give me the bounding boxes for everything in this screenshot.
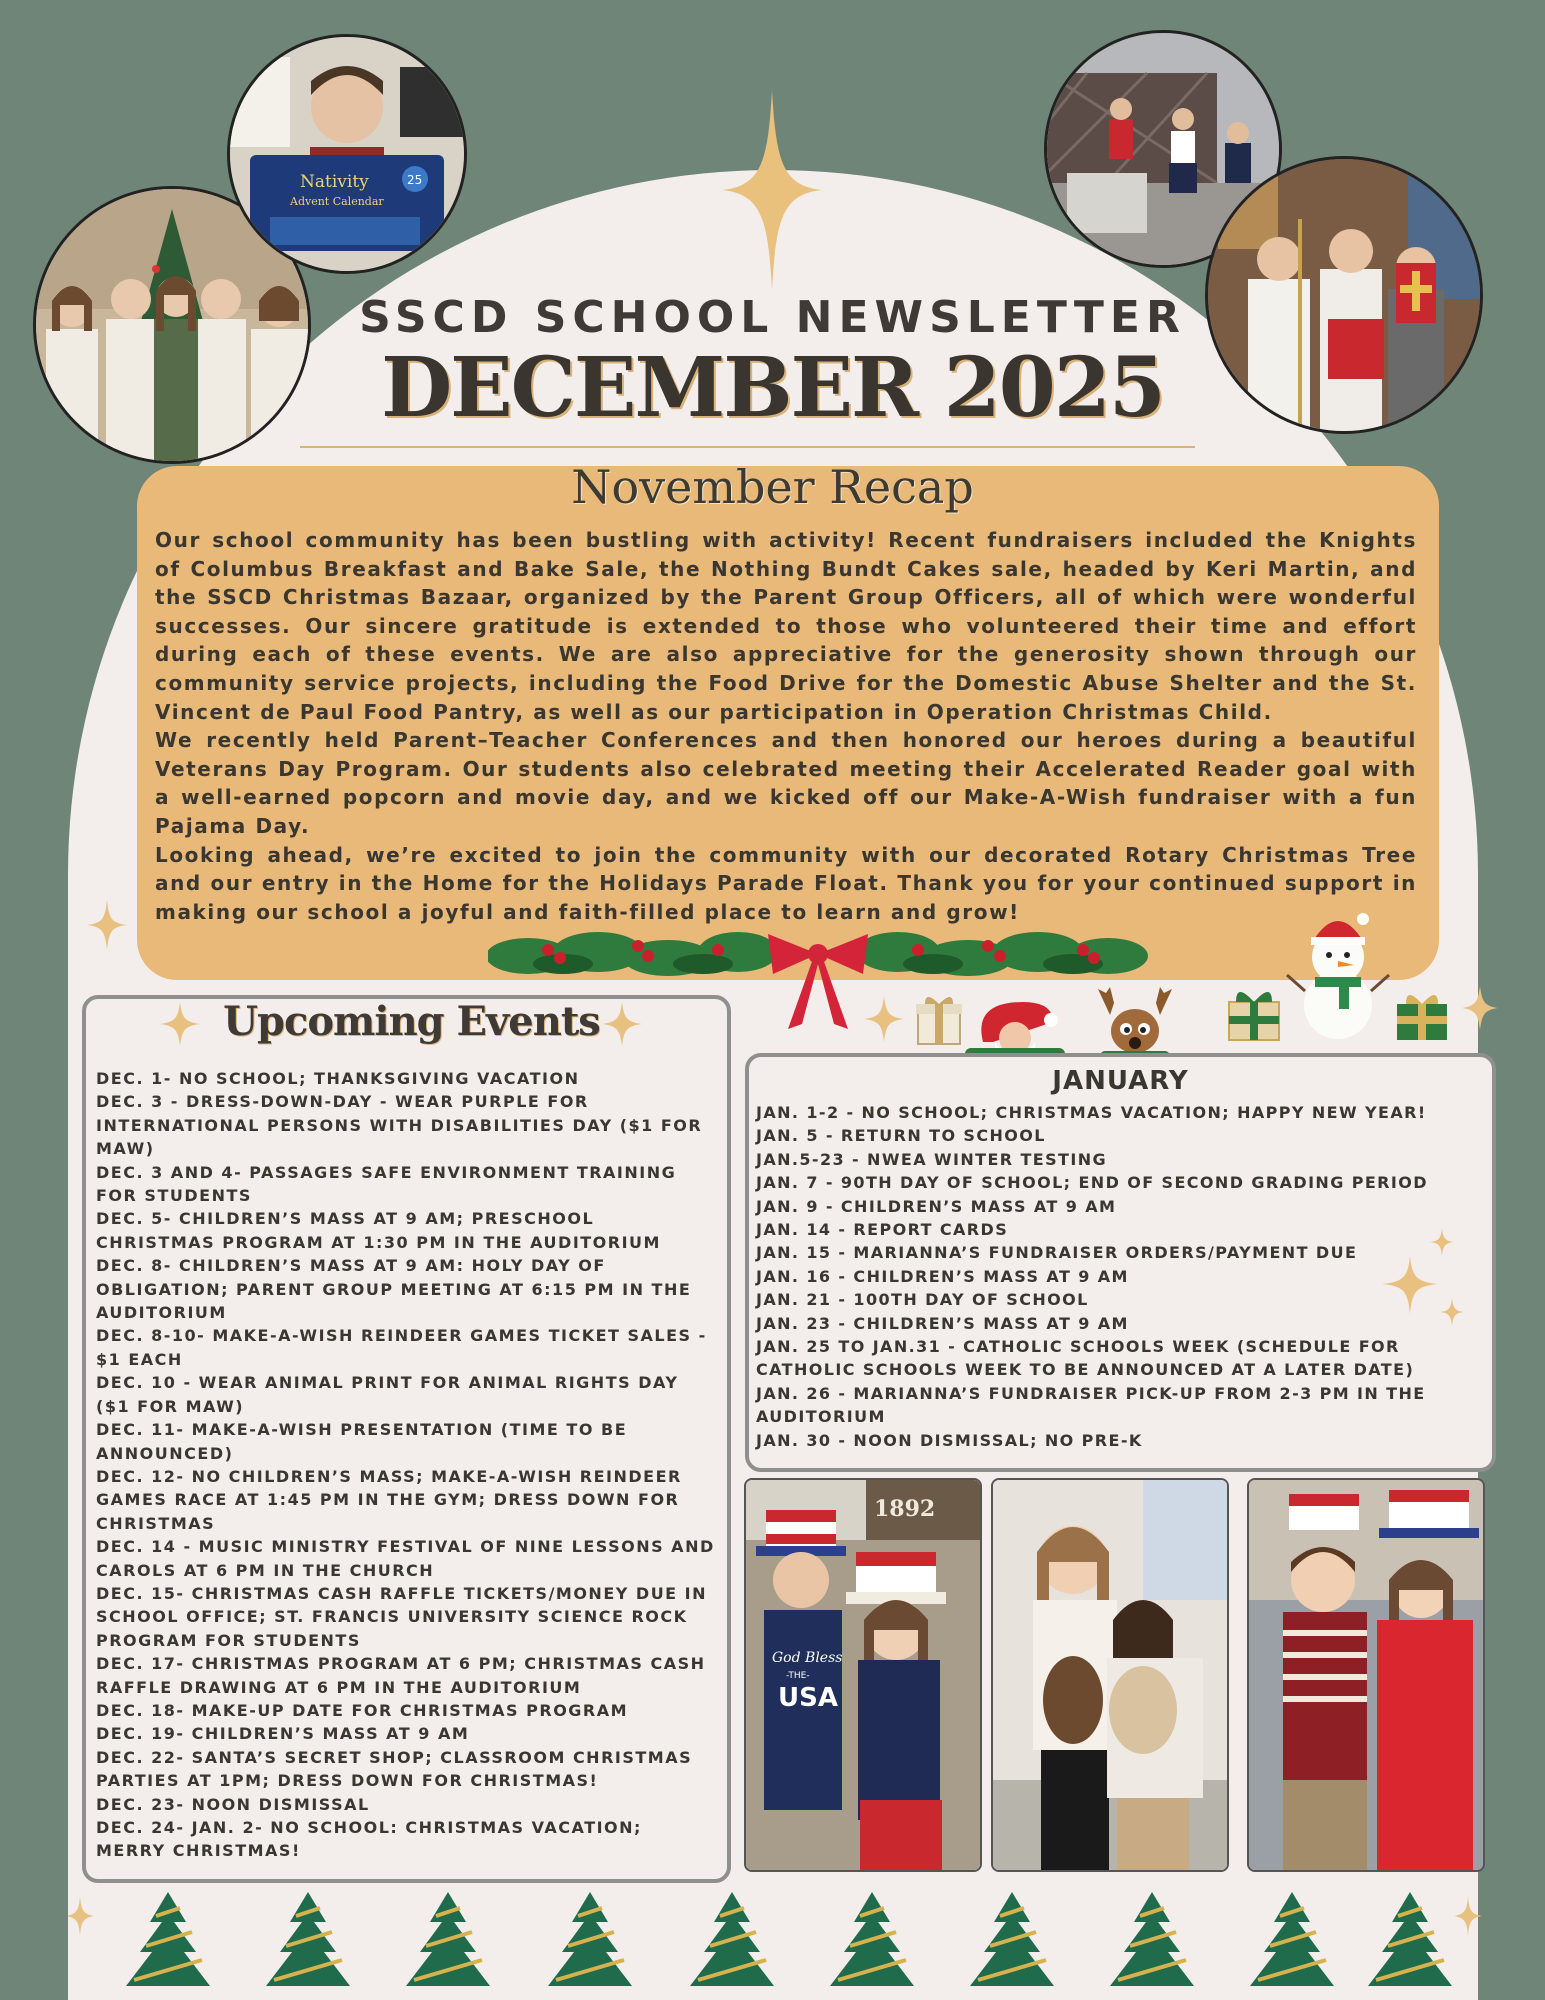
event-item: JAN. 21 - 100TH DAY OF SCHOOL xyxy=(756,1290,1089,1310)
recap-paragraph: Looking ahead, we’re excited to join the community with our decorated Rotary Christmas Tree and our entry in the Home for the Holidays Parade Float. Thank you for your continued support in making our school a joyful and faith-filled place to learn and grow! xyxy=(155,842,1417,924)
issue-month-title: DECEMBER 2025 xyxy=(381,340,1164,436)
event-item: DEC. 3 AND 4- PASSAGES SAFE ENVIRONMENT TRAINING FOR STUDENTS xyxy=(96,1162,677,1206)
gift-box-icon xyxy=(1225,982,1283,1042)
christmas-tree-icon xyxy=(126,1892,210,1986)
event-item: JAN. 1-2 - NO SCHOOL; CHRISTMAS VACATION; HAPPY NEW YEAR! xyxy=(756,1103,1427,1122)
santa-icon xyxy=(965,992,1065,1062)
event-item: JAN. 26 - MARIANNA’S FUNDRAISER PICK-UP FROM 2-3 PM IN THE AUDITORIUM xyxy=(756,1383,1426,1427)
event-item: JAN. 16 - CHILDREN’S MASS AT 9 AM xyxy=(756,1266,1129,1286)
event-item: JAN. 7 - 90TH DAY OF SCHOOL; END OF SECOND GRADING PERIOD xyxy=(756,1173,1428,1193)
christmas-tree-icon xyxy=(830,1892,914,1986)
shirt-text: USA xyxy=(778,1683,838,1713)
gift-box-icon xyxy=(1393,986,1451,1042)
event-item: JAN. 15 - MARIANNA’S FUNDRAISER ORDERS/PAYMENT DUE xyxy=(756,1243,1358,1263)
christmas-tree-row xyxy=(68,1876,1488,2000)
christmas-tree-icon xyxy=(406,1892,490,1986)
event-item: DEC. 8- CHILDREN’S MASS AT 9 AM: HOLY DAY OF OBLIGATION; PARENT GROUP MEETING AT 6:15 PM IN THE AUDITORIUM xyxy=(96,1256,692,1323)
event-item: DEC. 14 - MUSIC MINISTRY FESTIVAL OF NINE LESSONS AND CAROLS AT 6 PM IN THE CHURCH xyxy=(96,1537,715,1580)
star-sparkle-icon xyxy=(722,90,822,290)
christmas-tree-icon xyxy=(1110,1892,1194,1986)
january-events-list xyxy=(756,1101,1486,1452)
sparkle-icon xyxy=(1462,986,1498,1030)
christmas-tree-icon xyxy=(1250,1892,1334,1986)
event-item: DEC. 18- MAKE-UP DATE FOR CHRISTMAS PROGRAM xyxy=(96,1700,629,1720)
upcoming-events-title: Upcoming Events xyxy=(223,998,600,1045)
photo-students-red-outfits xyxy=(1247,1478,1485,1872)
event-item: DEC. 8-10- MAKE-A-WISH REINDEER GAMES TICKET SALES - $1 EACH xyxy=(96,1326,707,1369)
event-item: DEC. 17- CHRISTMAS PROGRAM AT 6 PM; CHRISTMAS CASH RAFFLE DRAWING AT 6 PM IN THE AUDITORIUM xyxy=(96,1654,706,1697)
sparkle-icon xyxy=(864,996,904,1042)
event-item: DEC. 15- CHRISTMAS CASH RAFFLE TICKETS/MONEY DUE IN SCHOOL OFFICE; ST. FRANCIS UNIVERSITY SCIENCE ROCK PROGRAM FOR STUDENTS xyxy=(96,1583,708,1650)
christmas-tree-icon xyxy=(1368,1892,1452,1986)
building-sign: 1892 xyxy=(874,1496,936,1522)
recap-paragraph: We recently held Parent–Teacher Conferences and then honored our heroes during a beautiful Veterans Day Program. Our students also celebrated meeting their Accelerated Reader goal with a well-earned popcorn and movie day, and we kicked off our Make-A-Wish fundraiser with a fun Pajama Day. xyxy=(155,728,1417,838)
christmas-tree-icon xyxy=(690,1892,774,1986)
recap-body xyxy=(155,526,1417,926)
event-item: DEC. 23- NOON DISMISSAL xyxy=(96,1794,370,1814)
event-item: JAN. 25 TO JAN.31 - CATHOLIC SCHOOLS WEEK (SCHEDULE FOR CATHOLIC SCHOOLS WEEK TO BE ANNOUNCED AT A LATER DATE) xyxy=(756,1337,1415,1380)
event-item: JAN. 5 - RETURN TO SCHOOL xyxy=(756,1126,1046,1146)
advent-box-badge: 25 xyxy=(407,173,423,187)
advent-box-title: Nativity xyxy=(300,172,369,192)
event-item: DEC. 3 - DRESS-DOWN-DAY - WEAR PURPLE FOR INTERNATIONAL PERSONS WITH DISABILITIES DAY ($1 FOR MAW) xyxy=(96,1092,703,1159)
title-divider xyxy=(300,446,1195,448)
event-item: DEC. 10 - WEAR ANIMAL PRINT FOR ANIMAL RIGHTS DAY ($1 FOR MAW) xyxy=(96,1373,679,1416)
event-item: JAN. 30 - NOON DISMISSAL; NO PRE-K xyxy=(756,1430,1143,1450)
photo-students-patriotic-hats xyxy=(744,1478,982,1872)
sparkle-cluster-icon xyxy=(1380,1228,1472,1332)
christmas-tree-icon xyxy=(266,1892,350,1986)
recap-paragraph: Our school community has been bustling with activity! Recent fundraisers included the Knights of Columbus Breakfast and Bake Sale, the Nothing Bundt Cakes sale, headed by Keri Martin, and the SSCD Christmas Bazaar, organized by the Parent Group Officers, all of which were wonderful successes. Our sincere gratitude is extended to those who volunteered their time and effort during each of these events. We are also appreciative for the generosity shown through our community service projects, including the Food Drive for the Domestic Abuse Shelter and the St. Vincent de Paul Food Pantry, as well as our participation in Operation Christmas Child. xyxy=(155,528,1417,724)
shirt-text: God Bless xyxy=(772,1650,843,1666)
event-item: JAN. 23 - CHILDREN’S MASS AT 9 AM xyxy=(756,1313,1129,1333)
event-item: JAN. 9 - CHILDREN’S MASS AT 9 AM xyxy=(756,1196,1117,1216)
advent-box-subtitle: Advent Calendar xyxy=(290,195,384,208)
shirt-text: -THE- xyxy=(786,1671,810,1681)
event-item: DEC. 5- CHILDREN’S MASS AT 9 AM; PRESCHOOL CHRISTMAS PROGRAM AT 1:30 PM IN THE AUDITORIUM xyxy=(96,1209,661,1252)
photo-advent-calendar-student xyxy=(227,34,467,274)
event-item: DEC. 11- MAKE-A-WISH PRESENTATION (TIME TO BE ANNOUNCED) xyxy=(96,1420,628,1463)
photo-students-with-alpacas xyxy=(991,1478,1229,1872)
event-item: DEC. 12- NO CHILDREN’S MASS; MAKE-A-WISH REINDEER GAMES RACE AT 1:45 PM IN THE GYM; DRESS DOWN FOR CHRISTMAS xyxy=(96,1466,682,1533)
snowman-icon xyxy=(1283,905,1393,1040)
christmas-tree-icon xyxy=(970,1892,1054,1986)
event-item: JAN. 14 - REPORT CARDS xyxy=(756,1220,1009,1240)
gift-box-icon xyxy=(914,992,964,1046)
january-title: JANUARY xyxy=(1052,1066,1189,1096)
christmas-tree-icon xyxy=(548,1892,632,1986)
sparkle-icon xyxy=(85,900,129,950)
event-item: DEC. 1- NO SCHOOL; THANKSGIVING VACATION xyxy=(96,1069,580,1088)
recap-title: November Recap xyxy=(571,460,974,514)
event-item: DEC. 22- SANTA’S SECRET SHOP; CLASSROOM CHRISTMAS PARTIES AT 1PM; DRESS DOWN FOR CHRISTMAS! xyxy=(96,1747,693,1791)
upcoming-events-list xyxy=(96,1067,718,1863)
newsletter-heading: SSCD SCHOOL NEWSLETTER xyxy=(359,292,1186,343)
event-item: DEC. 19- CHILDREN’S MASS AT 9 AM xyxy=(96,1724,470,1744)
reindeer-icon xyxy=(1090,985,1180,1063)
event-item: DEC. 24- JAN. 2- NO SCHOOL: CHRISTMAS VACATION; MERRY CHRISTMAS! xyxy=(96,1818,642,1861)
event-item: JAN.5-23 - NWEA WINTER TESTING xyxy=(756,1149,1108,1169)
